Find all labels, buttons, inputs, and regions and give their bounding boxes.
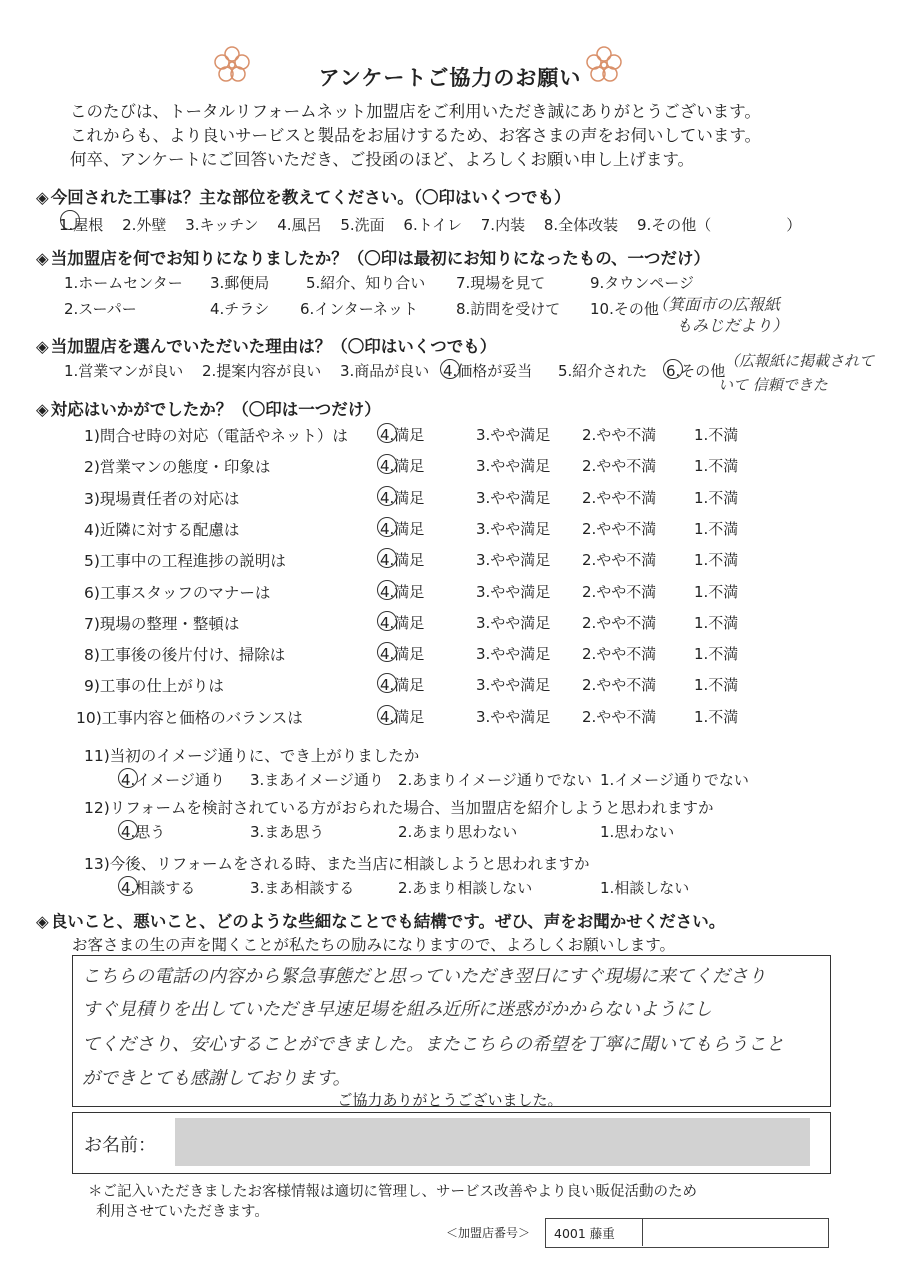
rating-option[interactable]: 3.やや満足	[476, 676, 551, 695]
rating-option[interactable]: 4.満足	[380, 488, 425, 507]
rating-item-label: 7)現場の整理・整頓は	[84, 614, 240, 633]
comment-prompt-2: お客さまの生の声を聞くことが私たちの励みになりますので、よろしくお願いします。	[72, 936, 675, 954]
q3-option[interactable]: 5.紹介された	[558, 362, 648, 380]
rating-option[interactable]: 1.不満	[694, 645, 739, 664]
redacted-name	[175, 1118, 810, 1166]
rating-option[interactable]: 3.やや満足	[476, 519, 551, 538]
q3-option[interactable]: 6.その他	[666, 362, 726, 380]
rating-item-label: 5)工事中の工程進捗の説明は	[84, 552, 286, 571]
rating-option[interactable]: 4.満足	[380, 707, 425, 726]
rating-option[interactable]: 4.満足	[380, 645, 425, 664]
q2-option[interactable]: 3.郵便局	[210, 274, 270, 292]
q2-option[interactable]: 7.現場を見て	[456, 274, 546, 292]
handwritten-note: （広報紙に掲載されて	[724, 352, 875, 370]
rating-option[interactable]: 3.やや満足	[476, 645, 551, 664]
diamond-icon: ◈	[36, 188, 49, 207]
q3-option[interactable]: 4.価格が妥当	[443, 362, 533, 380]
q1-option[interactable]: 9.その他（ ）	[636, 216, 802, 234]
notice-line: 利用させていただきます。	[96, 1204, 269, 1220]
q3-option[interactable]: 1.営業マンが良い	[64, 362, 184, 380]
rating-option[interactable]: 1.不満	[694, 582, 739, 601]
q1-options	[60, 210, 801, 235]
q1-option[interactable]: 4.風呂	[277, 216, 322, 234]
q11-option[interactable]: 3.まあイメージ通り	[250, 771, 384, 789]
handwritten-note: （箕面市の広報紙	[652, 295, 781, 314]
q2-option[interactable]: 9.タウンページ	[590, 274, 695, 292]
rating-option[interactable]: 3.やや満足	[476, 551, 551, 570]
rating-item-label: 4)近隣に対する配慮は	[84, 520, 240, 539]
rating-option[interactable]: 2.やや不満	[582, 488, 657, 507]
notice-line: ＊ご記入いただきましたお客様情報は適切に管理し、サービス改善やより良い販促活動のため	[88, 1184, 697, 1200]
question-4-text: 対応はいかがでしたか？（〇印は一つだけ）	[50, 400, 381, 419]
q2-option[interactable]: 6.インターネット	[300, 300, 418, 318]
rating-option[interactable]: 3.やや満足	[476, 707, 551, 726]
rating-option[interactable]: 3.やや満足	[476, 488, 551, 507]
rating-option[interactable]: 4.満足	[380, 457, 425, 476]
intro-line: これからも、より良いサービスと製品をお届けするため、お客さまの声をお伺いしています。	[70, 126, 762, 145]
question-11-text: 11)当初のイメージ通りに、でき上がりましたか	[84, 747, 420, 765]
q3-option[interactable]: 3.商品が良い	[340, 362, 430, 380]
rating-option[interactable]: 4.満足	[380, 582, 425, 601]
name-label: お名前：	[84, 1135, 156, 1156]
rating-option[interactable]: 4.満足	[380, 613, 425, 632]
diamond-icon: ◈	[36, 249, 49, 268]
rating-option[interactable]: 1.不満	[694, 551, 739, 570]
question-13-text: 13)今後、リフォームをされる時、また当店に相談しようと思われますか	[84, 855, 590, 873]
q12-option[interactable]: 1.思わない	[600, 823, 675, 841]
rating-item-label: 1)問合せ時の対応（電話やネット）は	[84, 427, 348, 445]
q1-option[interactable]: 1.屋根	[59, 216, 104, 234]
handwritten-note: いて 信頼できた	[718, 376, 828, 394]
intro-line: このたびは、トータルリフォームネット加盟店をご利用いただき誠にありがとうございます。	[70, 102, 761, 121]
rating-option[interactable]: 1.不満	[694, 457, 739, 476]
rating-item-label: 8)工事後の後片付け、掃除は	[84, 646, 286, 665]
rating-option[interactable]: 1.不満	[694, 676, 739, 695]
rating-option[interactable]: 2.やや不満	[582, 426, 657, 444]
q1-option[interactable]: 5.洗面	[340, 216, 385, 234]
question-3	[36, 333, 496, 357]
rating-item-label: 3)現場責任者の対応は	[84, 489, 240, 508]
q11-option[interactable]: 2.あまりイメージ通りでない	[398, 771, 592, 789]
q11-option[interactable]: 4.イメージ通り	[121, 771, 225, 789]
rating-option[interactable]: 2.やや不満	[582, 613, 657, 632]
question-1	[36, 184, 570, 208]
rating-option[interactable]: 2.やや不満	[582, 676, 657, 695]
q1-option[interactable]: 8.全体改装	[543, 216, 619, 234]
rating-option[interactable]: 2.やや不満	[582, 551, 657, 570]
rating-option[interactable]: 4.満足	[380, 676, 425, 695]
rating-item-label: 10)工事内容と価格のバランスは	[76, 708, 303, 727]
rating-option[interactable]: 1.不満	[694, 519, 739, 538]
diamond-icon: ◈	[36, 400, 49, 419]
rating-option[interactable]: 4.満足	[380, 519, 425, 538]
question-4	[36, 396, 381, 420]
handwritten-note: もみじだより）	[676, 316, 789, 335]
q12-option[interactable]: 4.思う	[121, 823, 166, 841]
diamond-icon: ◈	[36, 912, 49, 931]
question-2	[36, 245, 710, 269]
rating-item-label: 9)工事の仕上がりは	[84, 677, 224, 696]
q2-option[interactable]: 1.ホームセンター	[64, 274, 183, 292]
rating-option[interactable]: 3.やや満足	[476, 582, 551, 601]
comment-prompt	[36, 908, 725, 932]
rating-option[interactable]: 1.不満	[694, 488, 739, 507]
rating-option[interactable]: 4.満足	[380, 551, 425, 570]
question-2-text: 当加盟店を何でお知りになりましたか？（〇印は最初にお知りになったもの、一つだけ）	[50, 249, 711, 268]
q2-option[interactable]: 4.チラシ	[210, 300, 270, 318]
q1-option[interactable]: 2.外壁	[122, 216, 167, 234]
comment-line: てくださり、安心することができました。またこちらの希望を丁寧に聞いてもらうこと	[82, 1034, 784, 1055]
q13-option[interactable]: 2.あまり相談しない	[398, 879, 533, 897]
q13-option[interactable]: 1.相談しない	[600, 879, 690, 897]
comment-prompt-text: 良いこと、悪いこと、どのような些細なことでも結構です。ぜひ、声をお聞かせください。	[50, 912, 726, 931]
store-label: ＜加盟店番号＞	[446, 1226, 531, 1240]
rating-option[interactable]: 2.やや不満	[582, 457, 657, 476]
q13-option[interactable]: 4.相談する	[121, 879, 196, 897]
page-title: アンケートご協力のお願い	[318, 66, 582, 90]
thanks-text: ご協力ありがとうございました。	[337, 1091, 563, 1109]
q12-option[interactable]: 3.まあ思う	[250, 823, 325, 841]
rating-option[interactable]: 1.不満	[694, 613, 739, 632]
rating-option[interactable]: 4.満足	[380, 426, 425, 444]
q1-option[interactable]: 7.内装	[480, 216, 526, 234]
diamond-icon: ◈	[36, 337, 49, 356]
rating-option[interactable]: 2.やや不満	[582, 519, 657, 538]
rating-option[interactable]: 1.不満	[694, 707, 739, 726]
store-code-divider	[642, 1218, 643, 1246]
rating-option[interactable]: 3.やや満足	[476, 457, 551, 476]
rating-option[interactable]: 2.やや不満	[582, 645, 657, 664]
q2-option[interactable]: 8.訪問を受けて	[456, 300, 561, 318]
rating-item-label: 6)工事スタッフのマナーは	[84, 583, 271, 602]
question-1-text: 今回された工事は？主な部位を教えてください。（〇印はいくつでも）	[50, 188, 571, 207]
q2-option[interactable]: 5.紹介、知り合い	[306, 274, 426, 292]
comment-line: すぐ見積りを出していただき早速足場を組み近所に迷惑がかからないようにし	[82, 999, 712, 1020]
rating-option[interactable]: 2.やや不満	[582, 707, 657, 726]
rating-option[interactable]: 3.やや満足	[476, 613, 551, 632]
rating-option[interactable]: 1.不満	[694, 426, 739, 444]
q1-option[interactable]: 6.トイレ	[403, 216, 462, 234]
comment-line: ができとても感謝しております。	[82, 1068, 351, 1089]
intro-line: 何卒、アンケートにご回答いただき、ご投函のほど、よろしくお願い申し上げます。	[70, 150, 695, 169]
question-12-text: 12)リフォームを検討されている方がおられた場合、当加盟店を紹介しようと思われますか	[84, 799, 714, 817]
rating-option[interactable]: 2.やや不満	[582, 582, 657, 601]
q11-option[interactable]: 1.イメージ通りでない	[600, 771, 749, 789]
q3-option[interactable]: 2.提案内容が良い	[202, 362, 322, 380]
q2-option[interactable]: 2.スーパー	[64, 300, 137, 318]
q12-option[interactable]: 2.あまり思わない	[398, 823, 518, 841]
comment-line: こちらの電話の内容から緊急事態だと思っていただき翌日にすぐ現場に来てくださり	[82, 966, 766, 987]
q13-option[interactable]: 3.まあ相談する	[250, 879, 355, 897]
rating-option[interactable]: 3.やや満足	[476, 426, 551, 444]
q2-option[interactable]: 10.その他	[590, 300, 659, 318]
store-code: 4001 藤重	[554, 1226, 615, 1241]
rating-item-label: 2)営業マンの態度・印象は	[84, 458, 271, 477]
q1-option[interactable]: 3.キッチン	[185, 216, 259, 234]
question-3-text: 当加盟店を選んでいただいた理由は？（〇印はいくつでも）	[50, 337, 497, 356]
